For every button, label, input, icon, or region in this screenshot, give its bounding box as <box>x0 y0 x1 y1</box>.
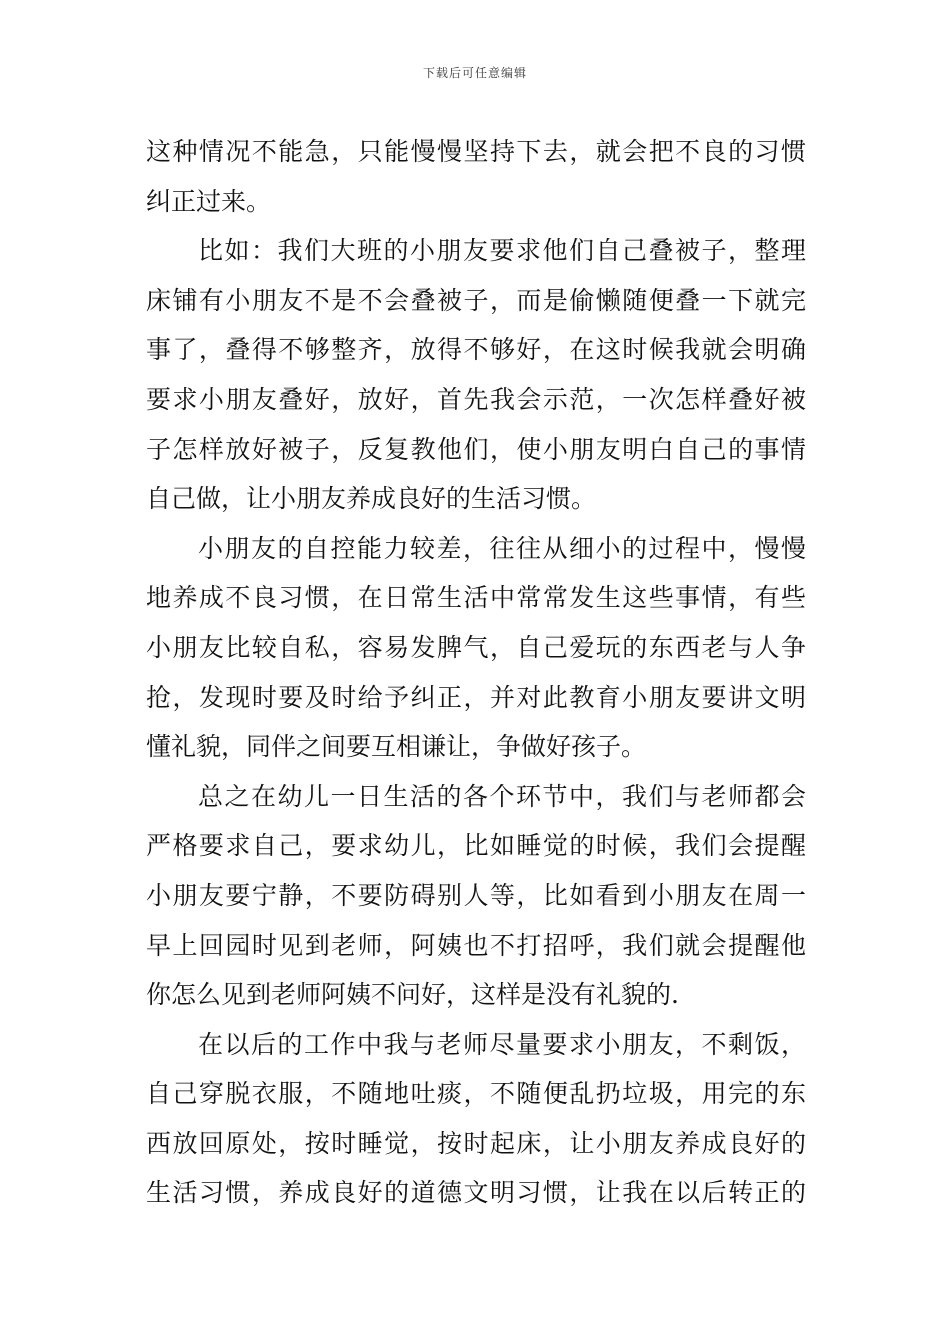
text-line: 早上回园时见到老师，阿姨也不打招呼，我们就会提醒他 <box>146 930 806 960</box>
text-line: 自己做，让小朋友养成良好的生活习惯。 <box>146 484 597 514</box>
text-line: 这种情况不能急，只能慢慢坚持下去，就会把不良的习惯 <box>146 137 806 166</box>
text-line: 小朋友比较自私，容易发脾气，自己爱玩的东西老与人争 <box>146 632 806 662</box>
paragraph <box>146 524 806 772</box>
text-line: 严格要求自己，要求幼儿，比如睡觉的时候，我们会提醒 <box>146 831 806 861</box>
text-line: 比如：我们大班的小朋友要求他们自己叠被子，整理 <box>198 236 806 266</box>
page-header: 下载后可任意编辑 <box>422 66 527 80</box>
text-line: 纠正过来。 <box>146 186 272 216</box>
paragraph <box>146 226 806 524</box>
text-line: 子怎样放好被子，反复教他们，使小朋友明白自己的事情 <box>146 434 806 464</box>
text-line: 懂礼貌，同伴之间要互相谦让，争做好孩子。 <box>146 732 647 762</box>
text-line: 小朋友的自控能力较差，往往从细小的过程中，慢慢 <box>198 533 806 563</box>
text-line: 自己穿脱衣服，不随地吐痰，不随便乱扔垃圾，用完的东 <box>146 1079 806 1109</box>
text-line: 要求小朋友叠好，放好，首先我会示范，一次怎样叠好被 <box>146 384 806 414</box>
text-line: 生活习惯，养成良好的道德文明习惯，让我在以后转正的 <box>146 1178 806 1208</box>
text-line: 西放回原处，按时睡觉，按时起床，让小朋友养成良好的 <box>146 1128 806 1158</box>
text-line: 事了，叠得不够整齐，放得不够好，在这时候我就会明确 <box>146 335 806 365</box>
paragraph <box>146 1020 806 1218</box>
text-line: 在以后的工作中我与老师尽量要求小朋友，不剩饭， <box>198 1029 806 1059</box>
text-line: 小朋友要宁静，不要防碍别人等，比如看到小朋友在周一 <box>146 880 806 910</box>
paragraph <box>146 127 806 226</box>
document-body <box>146 127 806 1218</box>
text-line: 你怎么见到老师阿姨不问好，这样是没有礼貌的. <box>146 980 679 1010</box>
text-line: 床铺有小朋友不是不会叠被子，而是偷懒随便叠一下就完 <box>146 285 806 315</box>
paragraph <box>146 772 806 1020</box>
text-line: 抢，发现时要及时给予纠正，并对此教育小朋友要讲文明 <box>146 682 806 712</box>
text-line: 地养成不良习惯，在日常生活中常常发生这些事情，有些 <box>146 583 806 613</box>
text-line: 总之在幼儿一日生活的各个环节中，我们与老师都会 <box>198 781 806 811</box>
